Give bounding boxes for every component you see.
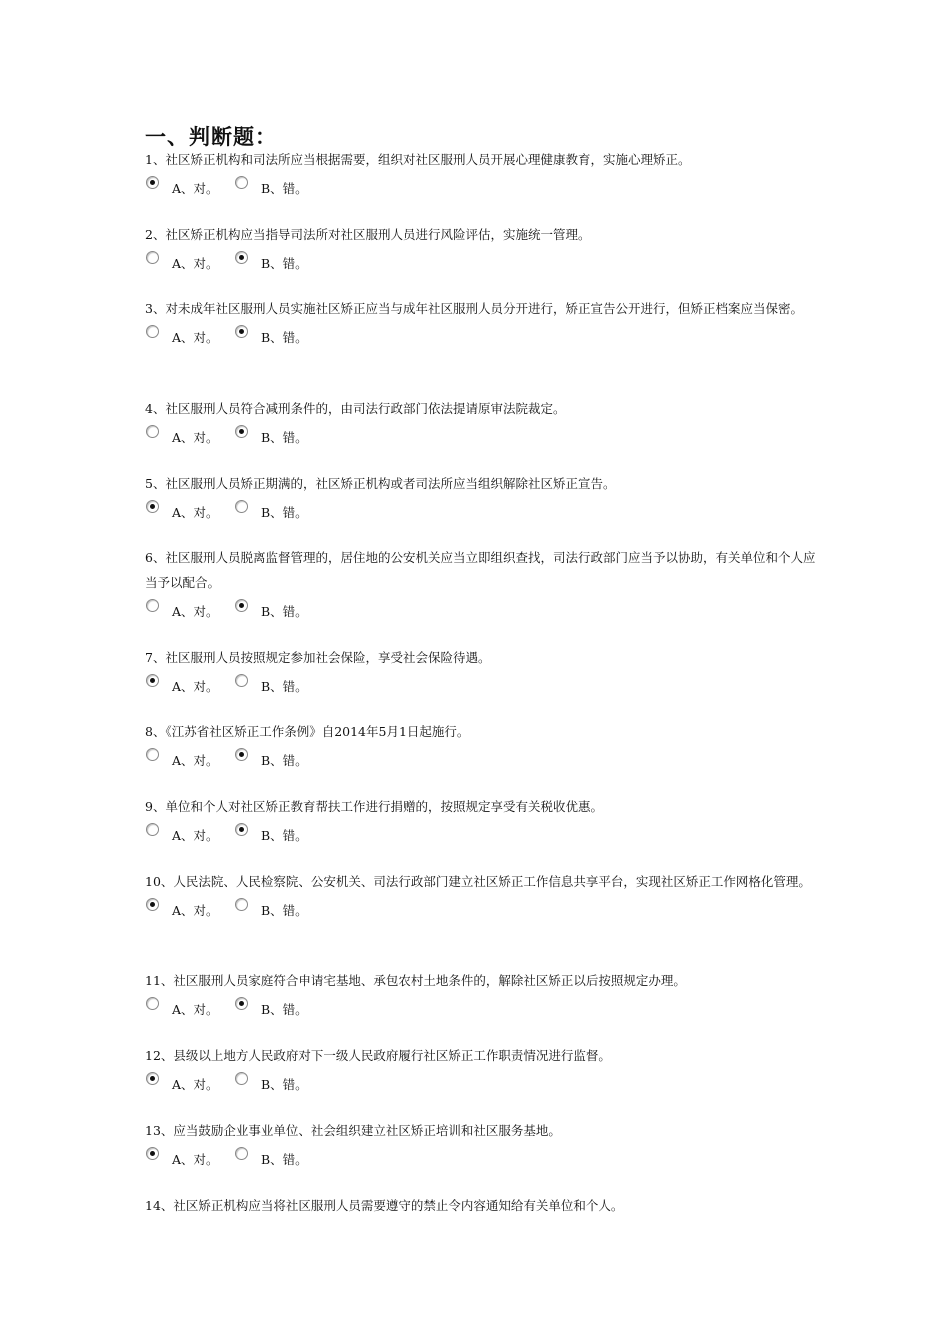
radio-option-b[interactable] — [235, 674, 248, 687]
question-14 — [145, 1193, 820, 1218]
question-text: 4、社区服刑人员符合减刑条件的，由司法行政部门依法提请原审法院裁定。 — [145, 401, 566, 416]
question-text: 7、社区服刑人员按照规定参加社会保险，享受社会保险待遇。 — [145, 650, 491, 665]
question-3 — [145, 296, 820, 351]
question-text: 11、社区服刑人员家庭符合申请宅基地、承包农村土地条件的，解除社区矫正以后按照规定办理。 — [145, 973, 686, 988]
question-2 — [145, 222, 820, 277]
option-a-label: A、对。 — [172, 181, 219, 196]
radio-option-b[interactable] — [235, 898, 248, 911]
option-a-label: A、对。 — [172, 256, 219, 271]
radio-option-a[interactable] — [146, 599, 159, 612]
radio-option-b[interactable] — [235, 599, 248, 612]
question-text: 2、社区矫正机构应当指导司法所对社区服刑人员进行风险评估，实施统一管理。 — [145, 227, 591, 242]
question-10 — [145, 869, 820, 924]
radio-option-a[interactable] — [146, 251, 159, 264]
option-a-label: A、对。 — [172, 604, 219, 619]
option-b-label: B、错。 — [261, 181, 308, 196]
option-b-label: B、错。 — [261, 679, 308, 694]
option-a-label: A、对。 — [172, 1077, 219, 1092]
question-text: 12、县级以上地方人民政府对下一级人民政府履行社区矫正工作职责情况进行监督。 — [145, 1048, 611, 1063]
radio-option-a[interactable] — [146, 1147, 159, 1160]
question-text: 6、社区服刑人员脱离监督管理的，居住地的公安机关应当立即组织查找，司法行政部门应当予以协助，有关单位和个人应当予以配合。 — [145, 550, 816, 590]
question-text: 3、对未成年社区服刑人员实施社区矫正应当与成年社区服刑人员分开进行，矫正宣告公开进行，但矫正档案应当保密。 — [145, 301, 803, 316]
radio-option-b[interactable] — [235, 425, 248, 438]
answer-options — [145, 1072, 820, 1098]
radio-option-a[interactable] — [146, 325, 159, 338]
radio-option-a[interactable] — [146, 500, 159, 513]
answer-options — [145, 500, 820, 526]
answer-options — [145, 325, 820, 351]
question-5 — [145, 471, 820, 526]
option-a-label: A、对。 — [172, 1152, 219, 1167]
answer-options — [145, 251, 820, 277]
question-text: 8、《江苏省社区矫正工作条例》自2014年5月1日起施行。 — [145, 724, 470, 739]
option-a-label: A、对。 — [172, 330, 219, 345]
radio-option-a[interactable] — [146, 898, 159, 911]
radio-option-a[interactable] — [146, 176, 159, 189]
radio-option-a[interactable] — [146, 997, 159, 1010]
option-b-label: B、错。 — [261, 330, 308, 345]
option-b-label: B、错。 — [261, 1002, 308, 1017]
option-b-label: B、错。 — [261, 256, 308, 271]
answer-options — [145, 674, 820, 700]
question-1 — [145, 147, 820, 202]
option-a-label: A、对。 — [172, 903, 219, 918]
question-text: 14、社区矫正机构应当将社区服刑人员需要遵守的禁止令内容通知给有关单位和个人。 — [145, 1198, 624, 1213]
answer-options — [145, 425, 820, 451]
radio-option-a[interactable] — [146, 425, 159, 438]
answer-options — [145, 176, 820, 202]
radio-option-b[interactable] — [235, 500, 248, 513]
answer-options — [145, 1147, 820, 1173]
option-a-label: A、对。 — [172, 505, 219, 520]
question-13 — [145, 1118, 820, 1173]
question-7 — [145, 645, 820, 700]
radio-option-b[interactable] — [235, 823, 248, 836]
radio-option-b[interactable] — [235, 176, 248, 189]
question-6 — [145, 545, 820, 625]
radio-option-a[interactable] — [146, 674, 159, 687]
option-a-label: A、对。 — [172, 679, 219, 694]
radio-option-a[interactable] — [146, 823, 159, 836]
radio-option-a[interactable] — [146, 748, 159, 761]
option-a-label: A、对。 — [172, 430, 219, 445]
option-a-label: A、对。 — [172, 828, 219, 843]
option-b-label: B、错。 — [261, 1077, 308, 1092]
radio-option-b[interactable] — [235, 1147, 248, 1160]
question-9 — [145, 794, 820, 849]
answer-options — [145, 898, 820, 924]
option-b-label: B、错。 — [261, 430, 308, 445]
question-text: 10、人民法院、人民检察院、公安机关、司法行政部门建立社区矫正工作信息共享平台，实现社区矫正工作网格化管理。 — [145, 874, 811, 889]
option-b-label: B、错。 — [261, 903, 308, 918]
question-4 — [145, 396, 820, 451]
answer-options — [145, 997, 820, 1023]
radio-option-a[interactable] — [146, 1072, 159, 1085]
answer-options — [145, 823, 820, 849]
question-8 — [145, 719, 820, 774]
radio-option-b[interactable] — [235, 1072, 248, 1085]
question-text: 5、社区服刑人员矫正期满的，社区矫正机构或者司法所应当组织解除社区矫正宣告。 — [145, 476, 616, 491]
question-11 — [145, 968, 820, 1023]
option-b-label: B、错。 — [261, 505, 308, 520]
question-text: 9、单位和个人对社区矫正教育帮扶工作进行捐赠的，按照规定享受有关税收优惠。 — [145, 799, 603, 814]
question-12 — [145, 1043, 820, 1098]
radio-option-b[interactable] — [235, 748, 248, 761]
radio-option-b[interactable] — [235, 997, 248, 1010]
option-a-label: A、对。 — [172, 1002, 219, 1017]
question-text: 13、应当鼓励企业事业单位、社会组织建立社区矫正培训和社区服务基地。 — [145, 1123, 561, 1138]
section-title: 一、判断题： — [145, 124, 277, 149]
option-a-label: A、对。 — [172, 753, 219, 768]
radio-option-b[interactable] — [235, 251, 248, 264]
option-b-label: B、错。 — [261, 604, 308, 619]
option-b-label: B、错。 — [261, 828, 308, 843]
radio-option-b[interactable] — [235, 325, 248, 338]
question-text: 1、社区矫正机构和司法所应当根据需要，组织对社区服刑人员开展心理健康教育，实施心理矫正。 — [145, 152, 691, 167]
answer-options — [145, 599, 820, 625]
option-b-label: B、错。 — [261, 753, 308, 768]
answer-options — [145, 748, 820, 774]
option-b-label: B、错。 — [261, 1152, 308, 1167]
